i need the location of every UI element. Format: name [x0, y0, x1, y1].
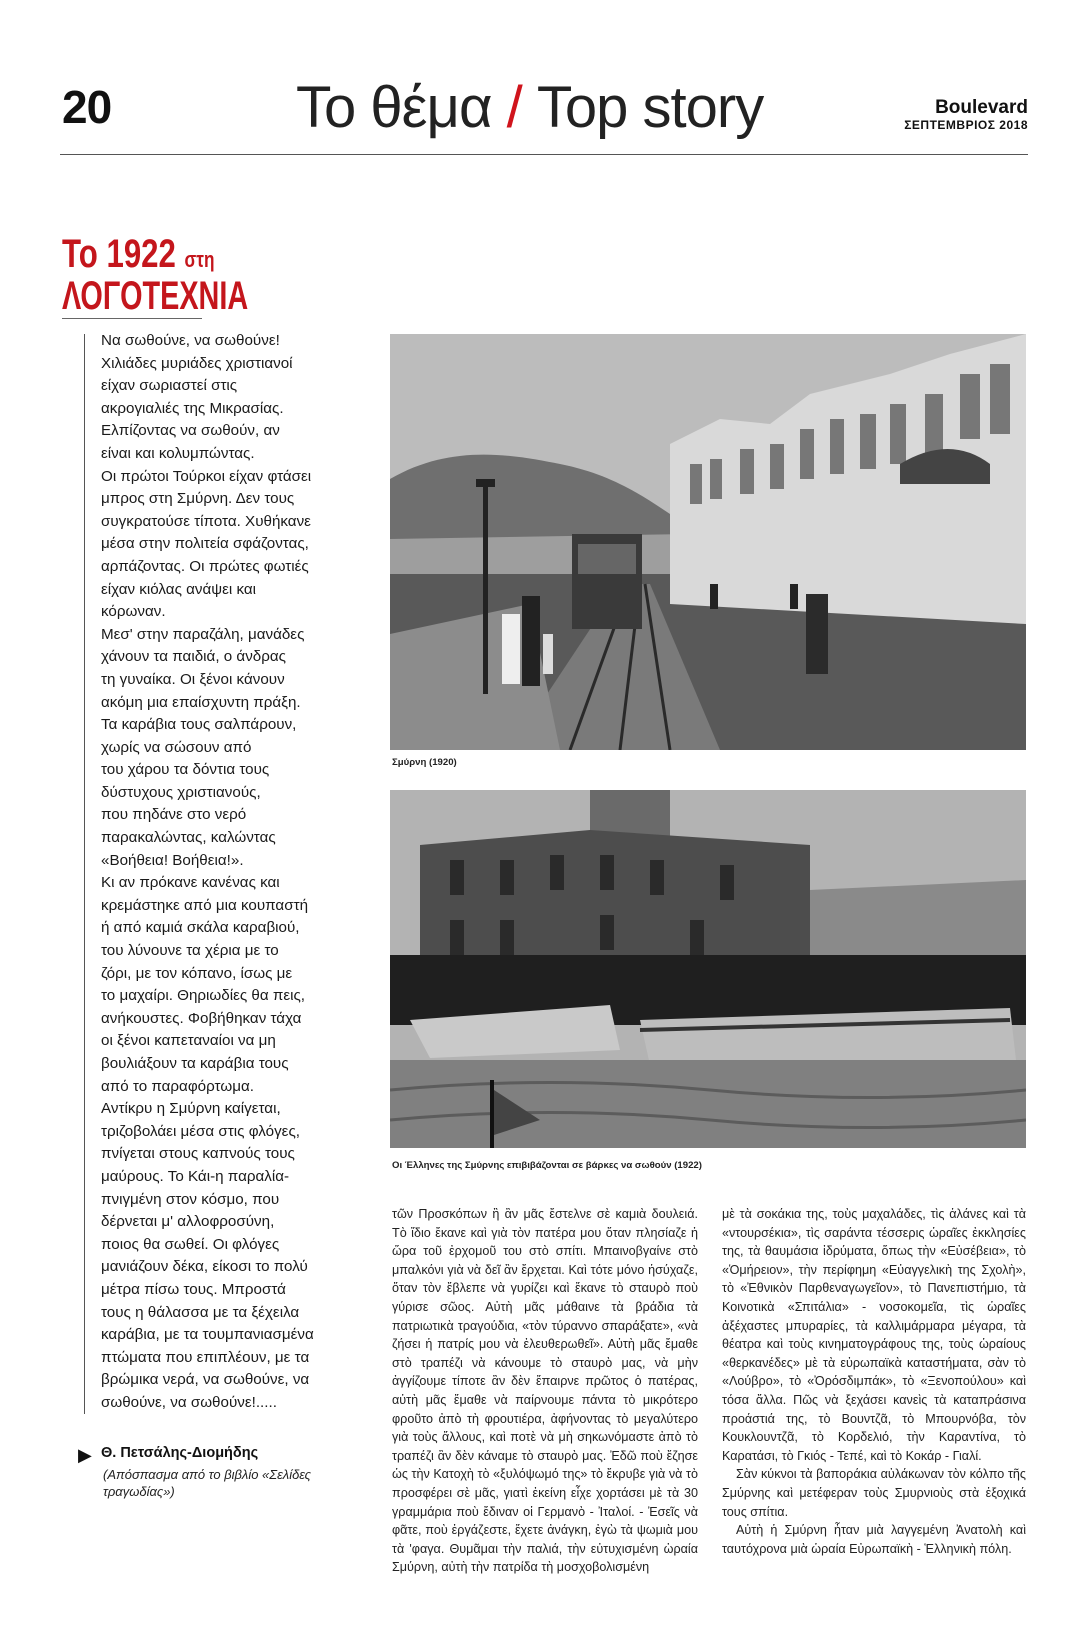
poem-line: Αντίκρυ η Σμύρνη καίγεται,: [101, 1100, 281, 1118]
poem-line: του λύνουνε τα χέρια με το: [101, 942, 279, 960]
poem-line: χάνουν τα παιδιά, ο άνδρας: [101, 648, 286, 666]
poem-line: Μεσ' στην παραζάλη, μανάδες: [101, 625, 305, 643]
photo-smyrna-1922-drawing: [390, 790, 1026, 1148]
poem-text: [101, 330, 321, 1415]
poem-line: ποιος θα σωθεί. Οι φλόγες: [101, 1235, 280, 1253]
photo-smyrna-1920: [390, 334, 1026, 750]
poem-line: κόρωναν.: [101, 603, 166, 621]
poem-line: μανιάζουν δέκα, είκοσι το πολύ: [101, 1258, 308, 1276]
poem-line: ζόρι, με τον κόπανο, ίσως με: [101, 964, 293, 982]
poem-line: βρώμικα νερά, να σωθούνε, να: [101, 1371, 310, 1389]
poem-author: Θ. Πετσάλης-Διομήδης: [101, 1445, 259, 1461]
article-kicker: [62, 234, 321, 316]
poem-line: πνιγμένη στον κόσμο, που: [101, 1190, 280, 1208]
kicker-year: Το 1922: [62, 232, 176, 276]
brand-name: Boulevard: [935, 97, 1028, 118]
article-paragraph: Σὰν κύκνοι τὰ βαποράκια αὐλάκωναν τὸν κόλπο τῆς Σμύρνης καὶ μετέφεραν τοὺς Σμυρνιοὺς στὰ ἐξοχικά τους σπίτια.: [722, 1467, 1026, 1519]
poem-line: μέτρα πίσω τους. Μπροστά: [101, 1280, 286, 1298]
poem-line: σωθούνε, να σωθούνε!.....: [101, 1393, 277, 1411]
kicker-small: στη: [184, 247, 215, 272]
issue-date: ΣΕΠΤΕΜΒΡΙΟΣ 2018: [904, 118, 1028, 132]
article-paragraph: τῶν Προσκόπων ἢ ἂν μᾶς ἔστελνε σὲ καμιὰ δουλειά. Τὸ ἴδιο ἔκανε καὶ γιὰ τὸν πατέρα μου ὅταν πλησίαζε ἡ ὥρα τοῦ ἐρχομοῦ του στὸ σπίτι. Μπαινοβγαίνε στὸ μπαλκόνι γιὰ νὰ δεῖ ἂν ἔρχεται. Καὶ τότε μόνο ἡσύχαζε, ὅταν τὸν ἔβλεπε νὰ γυρίζει καὶ ἔκανε τὸ σταυρὸ ποὺ γύρισε σῶος. Αὐτὴ μᾶς μάθαινε τὰ βράδια τὰ πατριωτικὰ τραγούδια, «τὸν τύραννο σπαράξατε», «νὰ ζήσει ἡ πατρίς μου νὰ ἐλευθερωθεῖ». Αὐτὴ μᾶς ἔμαθε στὸ τραπέζι νὰ κάνουμε τὸ σταυρὸ μας, νὰ μὴν ἀγγίζουμε τίποτε ἂν δὲν ἔπαιρνε πρῶτος ὁ πατέρας, αὐτὴ μᾶς ἔμαθε νὰ παίρνουμε πάντα τὸ μικρότερο φροῦτο ἀπὸ τὴ φρουτιέρα, ἀφήνοντας τὸ μεγαλύτερο γιὰ τοὺς ἄλλους, καὶ ποτὲ νὰ μὴ σηκωνόμαστε ἀπὸ τὸ τραπέζι ἂν δὲν κάναμε τὸ σταυρὸ μας. Ἐδῶ ποὺ ἔζησε ὡς τὴν Κατοχὴ τὸ «ξυλόψωμό της» τὸ ἔκρυβε γιὰ νὰ τὸ προσφέρει σὲ μᾶς, γιατὶ ἐκείνη εἶχε χορτάσει μὲ τὰ 30 γραμμάρια ποὺ ἔδιναν οἱ Γερμανὸ - Ἰταλοί. - Ἐσεῖς νὰ φᾶτε, ποὺ ἐργάζεστε, ἔχετε ἀνάγκη, ἐγὼ τὰ ψωμιὰ μου τὰ 'φαγα. Θυμᾶμαι τὴν παλιά, τὴν εὐτυχισμένη ὡραία Σμύρνη, αὐτὴ τὴν πατρίδα τὴ μοσχοβολισμένη: [392, 1207, 698, 1575]
photo-smyrna-1922: [390, 790, 1026, 1148]
article-paragraph: Αὐτὴ ἡ Σμύρνη ἦταν μιὰ λαγγεμένη Ἀνατολὴ καὶ ταυτόχρονα μιὰ ὡραία Εὐρωπαϊκὴ - Ἑλληνικὴ πόλη.: [722, 1523, 1026, 1556]
poem-line: πνίγεται στους καπνούς τους: [101, 1145, 295, 1163]
poem-line: Οι πρώτοι Τούρκοι είχαν φτάσει: [101, 467, 312, 485]
article-column-3: [722, 1205, 1026, 1558]
poem-line: Τα καράβια τους σαλπάρουν,: [101, 716, 297, 734]
poem-line: ή από καμιά σκάλα καραβιού,: [101, 919, 300, 937]
kicker-line-1: [62, 234, 264, 274]
section-title-slash: /: [506, 75, 522, 140]
poem-line: Ελπίζοντας να σωθούν, αν: [101, 422, 280, 440]
poem-line: ανήκουστες. Φοβήθηκαν τάχα: [101, 1009, 302, 1027]
poem-line: ακρογιαλιές της Μικρασίας.: [101, 399, 284, 417]
poem-line: τη γυναίκα. Οι ξένοι κάνουν: [101, 670, 285, 688]
poem-line: συγκρατούσε τίποτα. Χυθήκανε: [101, 512, 311, 530]
photo-smyrna-1920-drawing: [390, 334, 1026, 750]
poem-line: Χιλιάδες μυριάδες χριστιανοί: [101, 354, 293, 372]
poem-line: το μαχαίρι. Θηριωδίες θα πεις,: [101, 987, 306, 1005]
magazine-brand: [904, 98, 1028, 131]
poem-line: μαύρους. Το Κάι-η παραλία-: [101, 1167, 290, 1185]
kicker-word: ΛΟΓΟΤΕΧΝΙΑ: [62, 274, 249, 318]
poem-line: πτώματα που επιπλέουν, με τα: [101, 1348, 310, 1366]
poem-side-rule: [84, 334, 85, 1414]
poem-line: Να σωθούνε, να σωθούνε!: [101, 332, 280, 349]
photo-caption-2: Οι Έλληνες της Σμύρνης επιβιβάζονται σε βάρκες να σωθούν (1922): [392, 1160, 702, 1171]
section-title-greek: Το θέμα: [296, 75, 492, 140]
poem-line: ακόμη μια επαίσχυντη πράξη.: [101, 693, 301, 711]
poem-source-note: (Απόσπασμα από το βιβλίο «Σελίδες τραγωδίας»): [103, 1467, 311, 1499]
poem-line: είναι και κολυμπώντας.: [101, 444, 255, 462]
poem-line: από το παραφόρτωμα.: [101, 1077, 254, 1095]
header-rule: [60, 154, 1028, 155]
poem-line: καράβια, με τα τουμπανιασμένα: [101, 1326, 314, 1344]
poem-line: «Βοήθεια! Βοήθεια!».: [101, 851, 244, 869]
photo-caption-1: Σμύρνη (1920): [392, 757, 457, 768]
poem-line: δέρνεται μ' αλλοφροσύνη,: [101, 1213, 275, 1231]
article-column-2: [392, 1205, 698, 1577]
kicker-rule: [62, 318, 202, 319]
poem-line: δύστυχους χριστιανούς,: [101, 783, 261, 801]
poem-line: είχαν κιόλας ανάψει και: [101, 580, 257, 598]
poem-line: τριζοβολάει μέσα στις φλόγες,: [101, 1122, 300, 1140]
poem-line: μέσα στην πολιτεία σφάζοντας,: [101, 535, 309, 553]
poem-line: Κι αν πρόκανε κανένας και: [101, 874, 280, 892]
poem-line: μπρος στη Σμύρνη. Δεν τους: [101, 490, 295, 508]
poem-line: είχαν σωριαστεί στις: [101, 377, 238, 395]
poem-line: του χάρου τα δόντια τους: [101, 761, 270, 779]
poem-line: παρακαλώντας, καλώντας: [101, 829, 276, 847]
poem-line: αρπάζοντας. Οι πρώτες φωτιές: [101, 557, 309, 575]
section-title-english: Top story: [536, 75, 764, 140]
poem-line: οι ξένοι καπεταναίοι να μη: [101, 1032, 276, 1050]
section-title: [296, 74, 763, 141]
poem-line: κρεμάστηκε από μια κουπαστή: [101, 896, 309, 914]
arrow-icon: ▶: [78, 1445, 92, 1465]
page-number: 20: [62, 81, 112, 133]
article-paragraph: μὲ τὰ σοκάκια της, τοὺς μαχαλάδες, τὶς ἁλάνες καὶ τὰ «ντουρσέκια», τὶς σαράντα τέσσερις ὡραῖες ἐκκλησίες της, τὰ θαυμάσια ἱδρύματα, ὅπως τὴν «Εὐσέβεια», τὸ «Ὁμήρειον», τὴν περίφημη «Εὐαγγελικὴ της Σχολὴ», τὸ «Ἐθνικὸν Παρθεναγωγεῖον», τὸ Πανεπιστήμιο, τὰ Κοινοτικὰ «Σπιτάλια» - νοσοκομεῖα, τὶς ὡραῖες ἀξέχαστες μπυραρίες, τὰ καλλιμάρμαρα μέγαρα, τὰ θέατρα καὶ τοὺς κινηματογράφους της, τοὺς ὡραίους «θερκανέδες» μὲ τὰ εὐρωπαϊκὰ καταστήματα, σὰν τὸ «Λούβρο», τὸ «Ὀρόσδιμπάκ», τὸ «Ξενοπούλου» καὶ τόσα ἄλλα. Πῶς νὰ ξεχάσει κανεὶς τὰ καταπράσινα προάστιά της, τὸ Βουντζᾶ, τὸ Μπουρνόβα, τὸν Κουκλουντζᾶ, τὸ Κορδελιό, τὴν Καραντίνα, τὸ Καρατάσι, τὸ Γκιός - Τεπέ, καὶ τὸ Κοκάρ - Γιαλί.: [722, 1207, 1026, 1463]
poem-line: που πηδάνε στο νερό: [101, 806, 247, 824]
poem-line: βουλιάξουν τα καράβια τους: [101, 1055, 289, 1072]
poem-line: τους η θάλασσα με τα ξέχειλα: [101, 1303, 300, 1321]
poem-line: χωρίς να σώσουν από: [101, 738, 252, 756]
